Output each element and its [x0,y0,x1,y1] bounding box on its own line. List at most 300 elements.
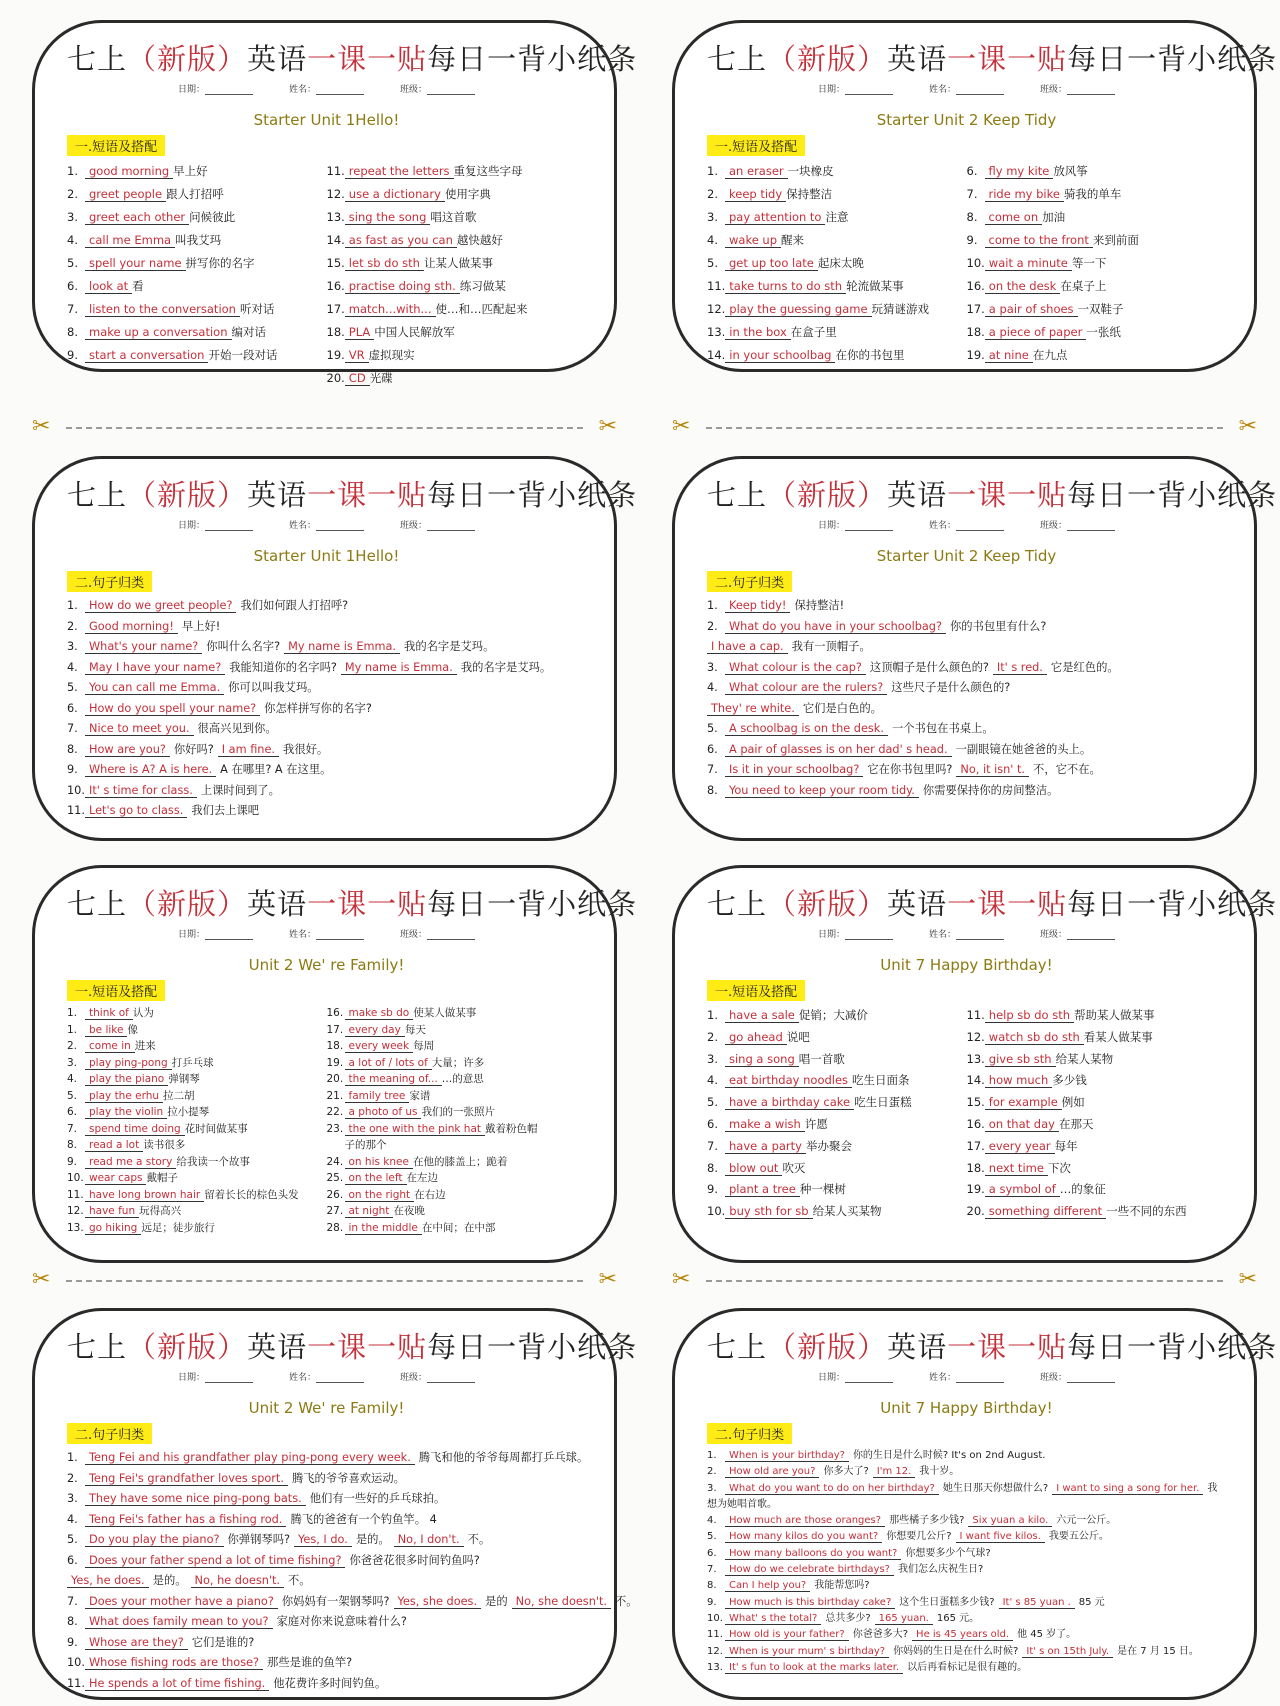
item-number: 16. [326,279,345,293]
list-item [327,160,587,183]
phrase-answer: spell your name [85,256,186,271]
sentence-meaning: 那些橘子多少钱? [889,1515,965,1527]
date-field[interactable] [178,1370,253,1383]
sentence-meaning: 你的书包里有什么? [949,619,1047,633]
phrase-answer: have a party [725,1139,806,1154]
list-item [707,637,1226,658]
sentence-answer: Does your father spend a lot of time fishing? [85,1554,345,1568]
class-label: 班级： [1040,1373,1068,1383]
item-number: 7. [67,302,78,316]
info-fields [707,518,1226,531]
class-field[interactable] [1040,927,1115,940]
phrase-meaning: 每周 [413,1040,435,1052]
class-field[interactable] [1040,1370,1115,1383]
class-field[interactable] [400,518,475,531]
sentence-answer: What colour is the cap? [725,661,866,675]
list-item [327,1104,587,1121]
list-item [707,781,1226,802]
item-number: 7. [67,722,78,735]
phrase-meaning: 一双鞋子 [1077,302,1124,316]
note-card-starter-unit-1-phrases [32,20,638,385]
phrase-answer: on the desk [985,279,1061,294]
item-number: 14. [707,348,726,362]
item-number: 7. [707,1138,718,1153]
class-blank[interactable] [427,1374,475,1383]
class-label: 班级： [1040,85,1068,95]
sentence-answer: How much is this birthday cake? [725,1597,895,1609]
phrase-meaning: 在中间；在中部 [421,1221,496,1234]
phrase-answer: good morning [85,164,173,179]
list-item [327,367,587,390]
item-number: 2. [67,187,78,201]
name-blank[interactable] [316,522,364,531]
class-field[interactable] [400,1370,475,1383]
scissors-icon: ✂ [672,1267,691,1292]
list-item [67,160,327,183]
name-label: 姓名： [288,85,316,95]
list-item [707,1136,967,1158]
sentence-answer: Nice to meet you. [85,722,194,736]
list-item [67,617,586,638]
sentence-answer: No, it isn' t. [956,763,1029,777]
class-field[interactable] [1040,518,1115,531]
phrase-answer: match...with... [345,302,436,317]
date-blank[interactable] [205,86,253,95]
list-item [67,801,586,822]
list-item [707,298,967,321]
sentence-answer: It' s fun to look at the marks later. [725,1662,903,1674]
sentence-answer: He is 45 years old. [912,1629,1013,1641]
list-item [67,1187,327,1204]
class-blank[interactable] [1067,1374,1115,1383]
phrase-meaning: 玩得高兴 [139,1205,182,1217]
name-field[interactable] [929,1370,1004,1383]
sentence-answer: They' re white. [707,702,799,716]
item-number: 3. [67,210,78,224]
phrase-answer: spend time doing [85,1123,185,1136]
list-item [707,1529,1226,1545]
phrase-meaning: 大量；许多 [431,1056,485,1069]
item-number: 8. [707,1580,717,1592]
sentence-meaning: 它在你书包里吗? [867,763,953,776]
list-item [327,252,587,275]
item-number: 11. [326,164,345,178]
sentence-meaning: 它是红色的。 [1050,660,1119,674]
sentence-meaning: 你爸爸花很多时间钓鱼吗? [349,1553,480,1567]
item-number: 23. [326,1122,344,1135]
list-item [967,1136,1227,1158]
date-blank[interactable] [205,931,253,940]
list-item [707,321,967,344]
phrase-meaning: 在你的书包里 [835,348,905,362]
list-item [67,1469,586,1490]
date-field[interactable] [178,927,253,940]
list-item [327,1220,587,1237]
list-item [327,1121,587,1138]
sentence-answer: Yes, I do. [294,1533,352,1547]
scissors-icon: ✂ [32,1267,51,1292]
date-blank[interactable] [845,86,893,95]
name-field[interactable] [929,927,1004,940]
item-number: 4. [67,1512,78,1526]
item-number: 3. [67,640,78,653]
title-suffix: 每日一背小纸条 [1067,1330,1278,1364]
name-blank[interactable] [316,1374,364,1383]
phrase-answer: be like [85,1024,127,1037]
phrase-columns [67,160,586,390]
phrase-answer: PLA [345,325,374,340]
name-blank[interactable] [316,931,364,940]
phrase-meaning: 读书很多 [143,1139,186,1151]
unit-title: Unit 2 We' re Family! [248,956,405,974]
title-paren-close: ） [217,478,248,512]
title-paren-close: ） [857,42,888,76]
date-field[interactable] [818,82,893,95]
item-number: 15. [966,1095,985,1110]
item-number: 2. [67,619,78,633]
date-label: 日期： [177,521,205,531]
list-item [67,1448,589,1469]
sentence-meaning: 你妈妈有一架钢琴吗? [281,1594,390,1608]
sentence-meaning: 不。 [288,1574,311,1587]
item-number: 18. [326,325,345,339]
phrase-answer: in the middle [345,1222,422,1235]
sentence-answer: He spends a lot of time fishing. [85,1677,269,1691]
date-field[interactable] [818,518,893,531]
class-blank[interactable] [1067,522,1115,531]
phrase-meaning: 每年 [1054,1138,1078,1153]
item-number: 12. [707,1645,723,1657]
list-item [67,719,586,740]
item-number: 9. [67,763,78,776]
class-field[interactable] [1040,82,1115,95]
sentence-meaning: 是的 [485,1594,508,1608]
phrase-columns [707,160,1226,367]
sentence-answer: You can call me Emma. [85,681,224,695]
name-field[interactable] [289,1370,364,1383]
sentence-answer: I am fine. [218,743,279,757]
list-item [707,160,967,183]
list-item [67,699,586,720]
list-item [707,617,1226,638]
sentence-answer: Does your mother have a piano? [85,1595,278,1609]
class-blank[interactable] [1067,86,1115,95]
sentence-answer: What' s the total? [725,1613,821,1625]
item-number: 13. [707,325,726,339]
item-number: 12. [707,302,726,316]
sentence-meaning: 她生日那天你想做什么? [942,1482,1049,1494]
item-number: 19. [966,1182,985,1197]
sentence-answer: Teng Fei and his grandfather play ping-pong every week. [85,1451,415,1465]
list-item [327,1187,587,1204]
list-item [327,1137,587,1154]
item-number: 4. [707,681,718,694]
title-suffix: 每日一背小纸条 [427,887,638,921]
scissors-icon: ✂ [598,414,617,439]
item-number: 3. [707,210,718,224]
list-item [967,1049,1227,1071]
sentence-meaning: 你叫什么名字? [206,640,281,653]
list-item [707,740,1226,761]
title-version: 新版 [157,1330,218,1364]
item-number: 1. [707,164,718,178]
class-label: 班级： [1040,521,1068,531]
title-version: 新版 [157,42,218,76]
name-field[interactable] [289,82,364,95]
sentence-meaning: 他花费许多时间钓鱼。 [273,1676,387,1690]
list-item [327,1203,587,1220]
sentence-answer: May I have your name? [85,661,225,675]
phrase-meaning: 放风筝 [1053,164,1088,178]
title-version: 新版 [157,887,218,921]
sentence-answer: Where is A? A is here. [85,763,216,777]
sentence-answer: Let's go to class. [85,804,187,818]
section-label: 二.句子归类 [707,1423,792,1444]
date-field[interactable] [818,1370,893,1383]
section-label: 一.短语及搭配 [67,135,165,156]
list-item [67,275,327,298]
sentence-meaning: 85 元 [1078,1596,1105,1608]
list-item [707,1497,1226,1513]
title-paren-close: ） [857,478,888,512]
list-item [67,1510,586,1531]
sentence-answer: Yes, he does. [67,1574,149,1588]
cut-line [32,415,617,441]
sentence-answer: How many balloons do you want? [725,1548,901,1560]
list-item [327,1154,587,1171]
title-paren-open: （ [767,1330,798,1364]
item-number: 17. [966,302,985,316]
item-number: 4. [67,233,78,247]
item-number: 2. [67,1040,78,1052]
date-label: 日期： [817,1373,845,1383]
item-number: 18. [966,325,985,339]
sentence-answer: Teng Fei's grandfather loves sport. [85,1472,288,1486]
phrase-answer: on his knee [345,1156,413,1169]
title-paren-open: （ [767,42,798,76]
title-paren-open: （ [767,478,798,512]
list-item [707,596,1226,617]
unit-title: Unit 2 We' re Family! [248,1399,405,1417]
phrase-meaning: 在右边 [414,1188,446,1201]
name-blank[interactable] [956,86,1004,95]
list-item [967,1114,1227,1136]
list-item [327,183,587,206]
class-label: 班级： [400,521,428,531]
phrase-answer: wait a minute [985,256,1072,271]
list-item [707,1660,1226,1676]
phrase-meaning: 在左边 [406,1172,438,1184]
sentence-list [707,596,1226,801]
name-blank[interactable] [956,931,1004,940]
class-blank[interactable] [427,522,475,531]
item-number: 10. [707,1612,723,1624]
item-number: 20. [326,1073,344,1085]
sentence-answer: Teng Fei's father has a fishing rod. [85,1513,286,1527]
class-blank[interactable] [1067,931,1115,940]
phrase-answer: play the guessing game [725,302,871,317]
note-card-unit-2-phrases [32,865,638,1263]
sentence-answer: When is your mum' s birthday? [725,1646,889,1658]
class-blank[interactable] [427,931,475,940]
list-item [67,1022,327,1039]
list-item [707,344,967,367]
phrase-meaning: 种一棵树 [799,1182,846,1197]
date-field[interactable] [818,927,893,940]
sentence-meaning: 你需要保持你的房间整洁。 [922,783,1059,797]
phrase-meaning: 使某人做某事 [413,1007,477,1019]
item-number: 26. [326,1188,344,1201]
sentence-answer: Yes, she does. [394,1595,482,1609]
note-card-unit-7-phrases [672,865,1278,1263]
list-item [327,1088,587,1105]
list-item [67,1121,327,1138]
item-number: 3. [707,1051,718,1066]
section-label: 一.短语及搭配 [67,980,165,1001]
phrase-answer: wake up [725,233,781,248]
phrase-answer: watch sb do sth [985,1030,1084,1045]
list-item [707,1481,1226,1497]
list-item [67,1071,327,1088]
list-item [327,1071,587,1088]
item-number: 8. [67,1139,78,1151]
item-number: 11. [707,279,726,293]
item-number: 8. [707,1160,718,1175]
sentence-meaning: 你想要几公斤? [886,1531,952,1543]
item-number: 8. [67,1615,78,1628]
phrase-meaning: 拼写你的名字 [185,256,255,270]
item-number: 22. [326,1106,344,1118]
item-number: 12. [67,1205,84,1217]
item-number: 7. [67,1122,78,1135]
item-number: 6. [67,1553,78,1567]
list-item [707,1027,967,1049]
list-item [707,1158,967,1180]
class-field[interactable] [400,82,475,95]
phrase-meaning: 留着长长的棕色头发 [204,1188,299,1201]
date-field[interactable] [178,82,253,95]
sentence-answer: What colour are the rulers? [725,681,887,695]
date-blank[interactable] [845,522,893,531]
date-blank[interactable] [845,931,893,940]
item-number: 12. [326,187,345,201]
list-item [67,1633,586,1654]
phrase-meaning: 戴帽子 [146,1172,178,1184]
unit-title: Starter Unit 2 Keep Tidy [876,111,1057,129]
list-item [67,658,586,679]
phrase-answer: next time [985,1161,1048,1176]
phrase-answer: on the left [345,1172,407,1185]
name-field[interactable] [289,518,364,531]
list-item [67,1137,327,1154]
item-number: 9. [707,1596,717,1608]
list-item [967,252,1227,275]
sentence-list [67,596,586,822]
item-number: 9. [966,233,978,247]
item-number: 6. [67,279,78,293]
item-number: 8. [67,325,78,339]
sentence-answer: When is your birthday? [725,1450,849,1462]
date-blank[interactable] [845,1374,893,1383]
list-item [327,229,587,252]
phrase-answer: have a sale [725,1008,799,1023]
sentence-list [707,1448,1226,1676]
sentence-meaning: 腾飞的爷爷喜欢运动。 [291,1471,405,1485]
title-subject: 英语 [247,478,308,512]
list-item [67,229,327,252]
class-field[interactable] [400,927,475,940]
name-blank[interactable] [956,1374,1004,1383]
name-field[interactable] [929,82,1004,95]
date-blank[interactable] [205,1374,253,1383]
sentence-answer: A pair of glasses is on her dad' s head. [725,743,952,757]
list-item [67,1104,327,1121]
note-card-unit-2-sentences [32,1308,638,1700]
phrase-meaning: 骑我的单车 [1063,187,1122,201]
title-paren-close: ） [217,1330,248,1364]
phrase-meaning: 在盒子里 [790,325,837,339]
item-number: 7. [707,1564,717,1576]
unit-title: Starter Unit 1Hello! [253,547,400,565]
sentence-meaning: 它们是谁的? [191,1635,255,1649]
phrase-answer: take turns to do sth [725,279,846,294]
note-card-starter-unit-2-phrases [672,20,1278,372]
sentence-meaning: 你妈妈的生日是在什么时候? [893,1645,1019,1657]
phrase-answer: sing a song [725,1052,799,1067]
item-number: 1. [67,1023,78,1036]
item-number: 14. [966,1073,985,1088]
phrase-meaning: 给某人买某物 [812,1204,882,1219]
class-blank[interactable] [427,86,475,95]
item-number: 9. [67,1635,78,1649]
list-item [67,1088,327,1105]
name-field[interactable] [929,518,1004,531]
sentence-meaning: 保持整洁! [794,599,845,612]
date-blank[interactable] [205,522,253,531]
list-item [707,1201,967,1223]
sentence-answer: It' s time for class. [85,784,197,798]
item-number: 4. [707,1515,717,1527]
title-prefix: 七上 [67,887,128,921]
title-suffix: 每日一背小纸条 [1067,42,1278,76]
item-number: 4. [67,1073,78,1085]
sentence-answer: 165 yuan. [875,1613,933,1625]
scissors-icon: ✂ [672,414,691,439]
item-number: 1. [707,599,718,612]
name-blank[interactable] [316,86,364,95]
date-field[interactable] [178,518,253,531]
phrase-meaning: 开始一段对话 [208,348,278,362]
list-item [707,1448,1226,1464]
sentence-answer: What does family mean to you? [85,1615,273,1629]
sentence-meaning: 我们去上课吧 [191,804,260,817]
phrase-meaning: 练习做某 [459,279,506,293]
phrase-answer: get up too late [725,256,818,271]
item-number: 17. [326,302,345,316]
name-field[interactable] [289,927,364,940]
phrase-meaning: 早上好 [173,164,208,178]
item-number: 5. [67,256,78,270]
title-paren-open: （ [127,42,158,76]
item-number: 5. [707,722,718,735]
item-number: 17. [326,1023,344,1036]
list-item [707,1179,967,1201]
phrase-meaning: 在桌子上 [1060,279,1107,293]
phrase-answer: a piece of paper [985,325,1087,340]
name-blank[interactable] [956,522,1004,531]
phrase-meaning: 在那天 [1058,1116,1094,1131]
title-paren-close: ） [857,887,888,921]
